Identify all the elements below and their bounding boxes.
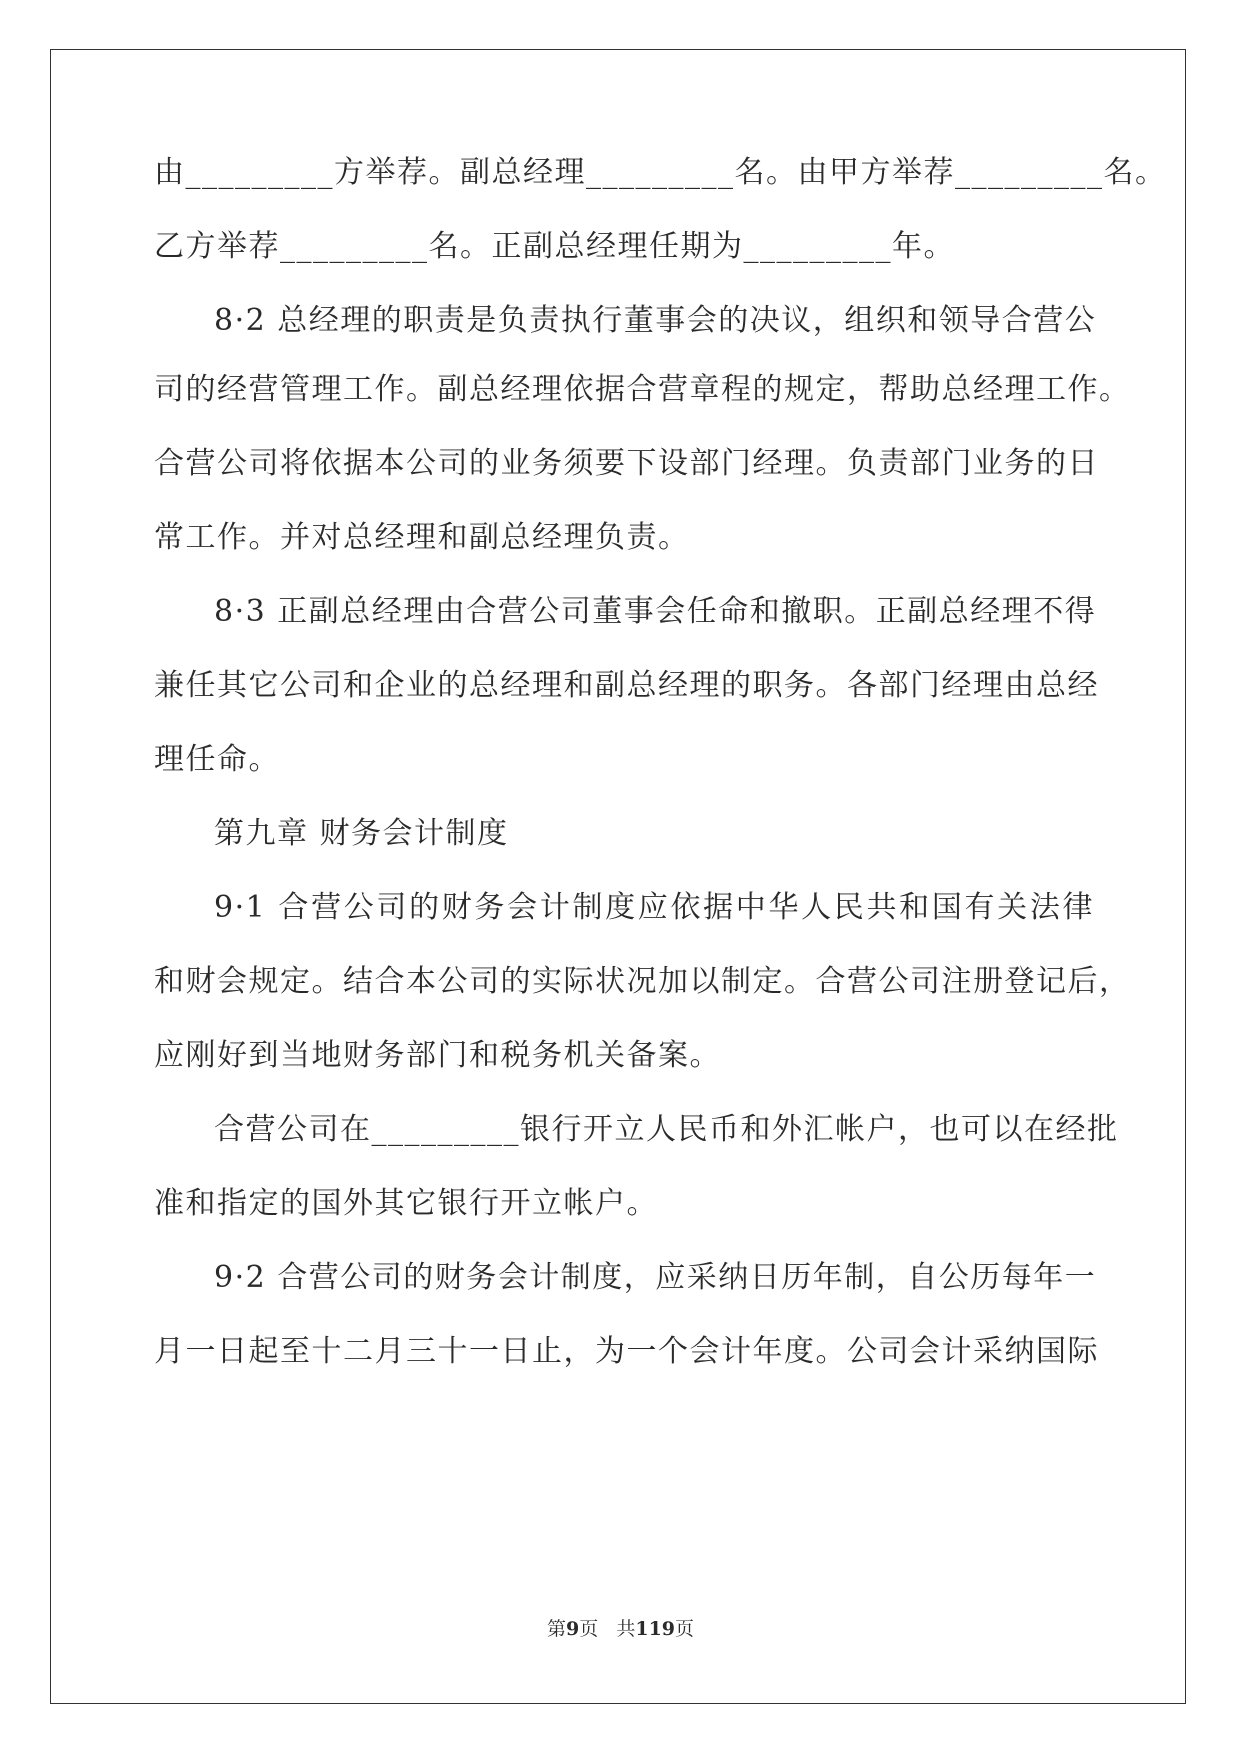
text-line: 应刚好到当地财务部门和税务机关备案。 xyxy=(154,1038,721,1073)
text-line: 合营公司将依据本公司的业务须要下设部门经理。负责部门业务的日 xyxy=(154,446,1099,481)
page-border xyxy=(50,49,1186,1704)
text-line: 9·2 合营公司的财务会计制度，应采纳日历年制，自公历每年一 xyxy=(214,1260,1097,1295)
text-line: 和财会规定。结合本公司的实际状况加以制定。合营公司注册登记后， xyxy=(154,964,1131,999)
text-line: 由_________方举荐。副总经理_________名。由甲方举荐_________名。 xyxy=(154,155,1167,190)
total-page-number: 119 xyxy=(635,1618,676,1640)
text-line: 准和指定的国外其它银行开立帐户。 xyxy=(154,1186,658,1221)
text-line: 兼任其它公司和企业的总经理和副总经理的职务。各部门经理由总经 xyxy=(154,668,1099,703)
text-line: 乙方举荐_________名。正副总经理任期为_________年。 xyxy=(154,229,955,264)
footer-prefix: 第 xyxy=(546,1618,566,1640)
text-line: 9·1 合营公司的财务会计制度应依据中华人民共和国有关法律 xyxy=(214,890,1094,925)
page-footer xyxy=(0,1614,1241,1641)
text-line: 常工作。并对总经理和副总经理负责。 xyxy=(154,520,690,555)
text-line: 合营公司在_________银行开立人民币和外汇帐户，也可以在经批 xyxy=(214,1112,1119,1147)
text-line: 8·3 正副总经理由合营公司董事会任命和撤职。正副总经理不得 xyxy=(214,594,1097,629)
text-line: 理任命。 xyxy=(154,742,280,777)
current-page-number: 9 xyxy=(565,1618,580,1640)
chapter-heading: 第九章 财务会计制度 xyxy=(214,816,509,851)
footer-suffix: 页 xyxy=(675,1618,695,1640)
text-line: 8·2 总经理的职责是负责执行董事会的决议，组织和领导合营公 xyxy=(214,303,1097,338)
text-line: 月一日起至十二月三十一日止，为一个会计年度。公司会计采纳国际 xyxy=(154,1334,1099,1369)
footer-middle: 页 共 xyxy=(579,1618,636,1640)
text-line: 司的经营管理工作。副总经理依据合营章程的规定，帮助总经理工作。 xyxy=(154,372,1131,407)
